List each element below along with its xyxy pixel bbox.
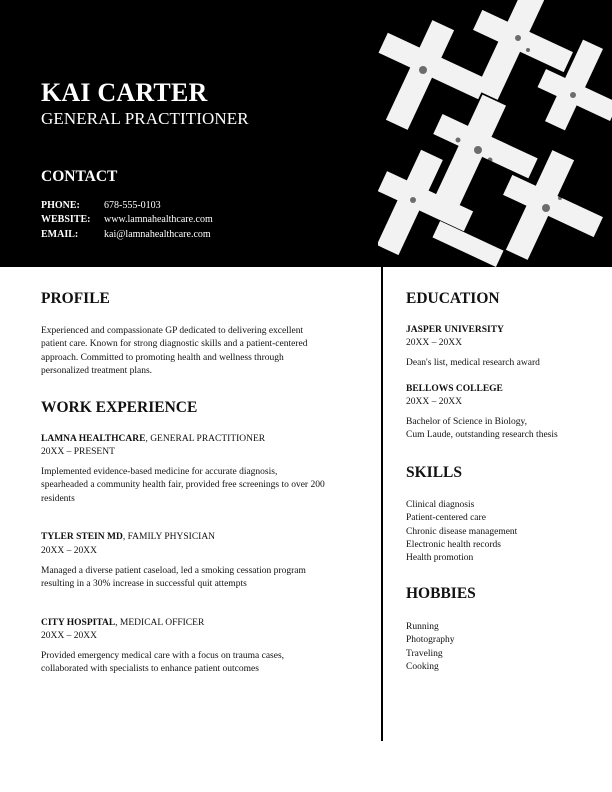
school-dates: 20XX – 20XX — [406, 338, 462, 348]
job-description — [41, 650, 284, 677]
list-item: Health promotion — [406, 553, 474, 564]
job-title-line — [41, 434, 265, 444]
job-role: , GENERAL PRACTITIONER — [145, 434, 266, 444]
job-dates: 20XX – PRESENT — [41, 447, 115, 457]
contact-website — [41, 214, 213, 225]
text-line: residents — [41, 493, 75, 504]
text-line: Managed a diverse patient caseload, led a smoking cessation program — [41, 566, 306, 576]
text-line: personalized treatment plans. — [41, 365, 153, 376]
job-role: , MEDICAL OFFICER — [115, 618, 205, 628]
text-line: Bachelor of Science in Biology, — [406, 417, 528, 427]
list-item: Photography — [406, 635, 455, 646]
text-line: Dean's list, medical research award — [406, 358, 540, 368]
job-title-line — [41, 618, 204, 628]
contact-value: www.lamnahealthcare.com — [104, 214, 213, 225]
column-divider — [381, 267, 383, 741]
employer-name: CITY HOSPITAL — [41, 618, 116, 628]
job-description — [41, 565, 306, 592]
text-line: Cum Laude, outstanding research thesis — [406, 430, 558, 441]
school-name-line — [406, 325, 504, 335]
contact-label: PHONE: — [41, 200, 80, 211]
text-line: Implemented evidence-based medicine for accurate diagnosis, — [41, 467, 278, 477]
contact-email — [41, 229, 211, 240]
text-line: Experienced and compassionate GP dedicated to delivering excellent — [41, 326, 304, 336]
text-line: spearheaded a community health fair, provided free screenings to over 200 — [41, 480, 325, 491]
job-dates: 20XX – 20XX — [41, 546, 97, 556]
employer-name: LAMNA HEALTHCARE — [41, 434, 146, 444]
contact-value: kai@lamnahealthcare.com — [104, 229, 211, 240]
job-title-line — [41, 532, 215, 542]
profile-text — [41, 325, 307, 378]
contact-label: EMAIL: — [41, 229, 79, 240]
school-name: JASPER UNIVERSITY — [406, 325, 504, 335]
text-line: patient care. Known for strong diagnostic skills and a patient-centered — [41, 339, 308, 350]
list-item: Running — [406, 622, 439, 632]
school-dates: 20XX – 20XX — [406, 397, 462, 407]
job-role: , FAMILY PHYSICIAN — [122, 532, 216, 542]
list-item: Clinical diagnosis — [406, 500, 475, 510]
school-description — [406, 416, 558, 443]
text-line: Provided emergency medical care with a focus on trauma cases, — [41, 651, 285, 661]
header-banner — [0, 0, 612, 267]
job-description — [41, 466, 325, 506]
skills-list — [406, 499, 517, 565]
education-heading: EDUCATION — [406, 290, 500, 307]
text-line: approach. Committed to promoting health and wellness through — [41, 352, 284, 363]
list-item: Electronic health records — [406, 539, 501, 550]
school-name-line — [406, 384, 503, 394]
contact-heading: CONTACT — [41, 168, 118, 185]
work-heading: WORK EXPERIENCE — [41, 399, 198, 416]
list-item: Traveling — [406, 648, 443, 659]
text-line: collaborated with specialists to enhance patient outcomes — [41, 664, 259, 675]
contact-label: WEBSITE: — [41, 214, 91, 225]
employer-name: TYLER STEIN MD — [41, 532, 123, 542]
school-name: BELLOWS COLLEGE — [406, 384, 503, 394]
school-description — [406, 357, 540, 370]
job-dates: 20XX – 20XX — [41, 631, 97, 641]
list-item: Patient-centered care — [406, 513, 486, 524]
candidate-title: GENERAL PRACTITIONER — [41, 109, 249, 128]
contact-value: 678-555-0103 — [104, 200, 161, 211]
text-line: resulting in a 30% increase in successful quit attempts — [41, 579, 247, 590]
candidate-name: KAI CARTER — [41, 78, 208, 107]
contact-phone — [41, 200, 161, 211]
skills-heading: SKILLS — [406, 464, 463, 481]
decorative-cross-pattern — [378, 0, 612, 267]
hobbies-list — [406, 621, 455, 674]
hobbies-heading: HOBBIES — [406, 585, 476, 602]
profile-heading: PROFILE — [41, 290, 110, 307]
list-item: Cooking — [406, 661, 439, 672]
list-item: Chronic disease management — [406, 526, 518, 537]
